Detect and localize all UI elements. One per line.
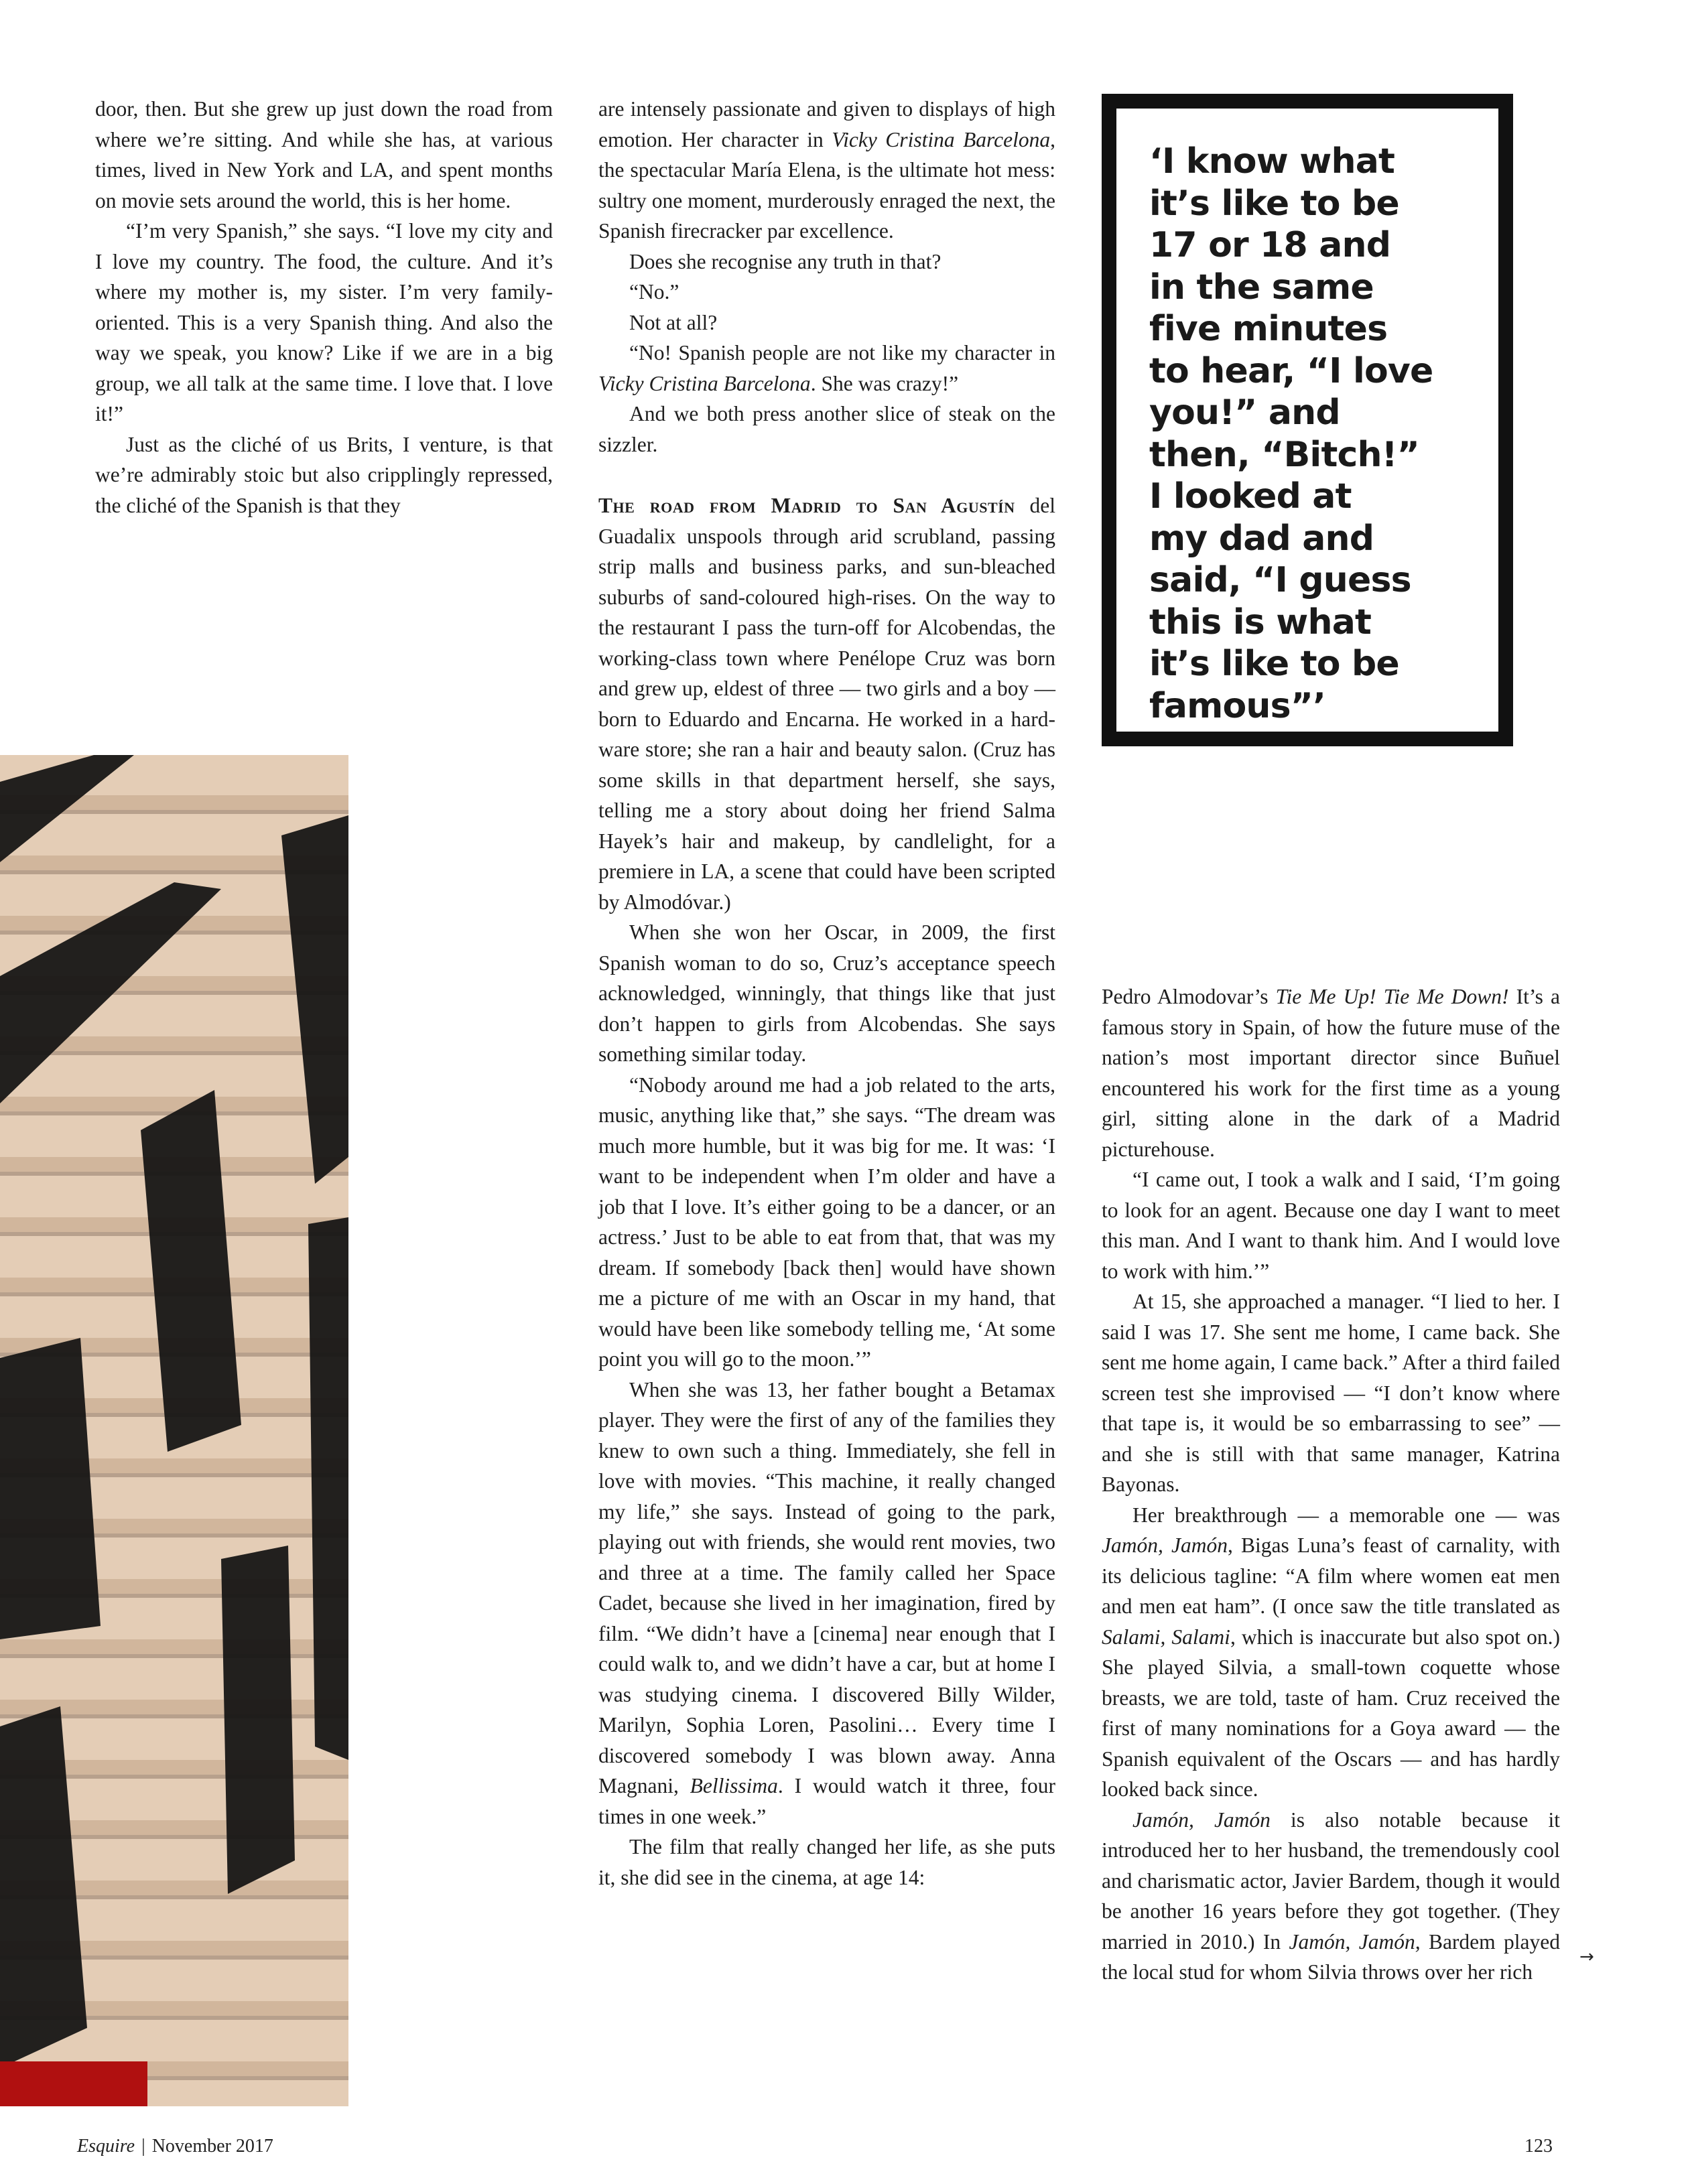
paragraph: “No.” (629, 280, 679, 303)
paragraph: When she was 13, her father bought a Betamax player. They were the first of any of the families they knew to own such a thing. Immediately, she fell in love with movies. “This machine, it really changed my life,” she says. Instead of going to the park, playing out with friends, she would rent movies, two and three at a time. The family called her Space Cadet, because she lived in her imagination, fired by film. “We didn’t have a [cinema] near enough that I could walk to, and we didn’t have a car, but at home I was studying cinema. I discovered Billy Wilder, Marilyn, Sophia Loren, Pasolini… Every time I discovered somebody I was blown away. Anna Magnani, Bellissima. I would watch it three, four times in one week.” (598, 1377, 1055, 1828)
paragraph: “I came out, I took a walk and I said, ‘I’m going to look for an agent. Because one day I want to meet this man. And I want to thank him. And I would love to work with him.’” (1102, 1168, 1560, 1283)
article-column-2 (598, 94, 1055, 1893)
pull-quote-text: ‘I know what it’s like to be 17 or 18 and in the same five minutes to hear, “I love you!” and then, “Bitch!” I looked at my dad and said, “I guess this is what it’s like to be famous”’ (1149, 141, 1433, 726)
paragraph: “No! Spanish people are not like my character in Vicky Cristina Barcelona. She was crazy!” (598, 341, 1055, 395)
paragraph: When she won her Oscar, in 2009, the first Spanish woman to do so, Cruz’s acceptance speech acknowledged, winningly, that things like that just don’t happen to girls from Alcobendas. She says something similar today. (598, 920, 1055, 1066)
photo-graphic (0, 755, 348, 2106)
pull-quote-box (1102, 94, 1513, 746)
photo-slat (0, 1097, 348, 1111)
paragraph: “I’m very Spanish,” she says. “I love my city and I love my country. The food, the culture. And it’s where my mother is, my sister. I’m very family-oriented. This is a very Spanish thing. And also the way we speak, you know? Like if we are in a big group, we all talk at the same time. I love that. I love it!” (95, 219, 553, 425)
paragraph: are intensely passionate and given to displays of high emotion. Her character in Vicky Cristina Barcelona, the spectacular María Elena, is the ultimate hot mess: sultry one moment, murderously enraged the next, the Spanish firecracker par excellence. (598, 97, 1055, 243)
paragraph: Not at all? (629, 310, 718, 334)
paragraph: Jamón, Jamón is also notable because it introduced her to her husband, the tremendously cool and charismatic actor, Javier Bardem, though it would be another 16 years before they got together. (They married in 2010.) In Jamón, Jamón, Bardem played the local stud for whom Silvia throws over her rich (1102, 1807, 1560, 1984)
paragraph: “Nobody around me had a job related to the arts, music, anything like that,” she says. “The dream was much more humble, but it was big for me. It was: ‘I want to be independent when I’m older and have a job that I love. It’s either going to be a dancer, or an actress.’ Just to be able to eat from that, that was my dream. If somebody [back then] would have shown me a picture of me with an Oscar in my hand, that would have been like somebody telling me, ‘At some point you will go to the moon.’” (598, 1073, 1055, 1371)
page-footer (77, 2135, 273, 2158)
photo-stripe (308, 1217, 348, 1760)
paragraph: Does she recognise any truth in that? (629, 249, 942, 273)
section-opening-paragraph: The road from Madrid to San Agustín del Guadalix unspools through arid scrubland, passing strip malls and business parks, and sun-bleached suburbs of sand-coloured high-rises. On the way to the restaurant I pass the turn-off for Alcobendas, the working-class town where Penélope Cruz was born and grew up, eldest of three — two girls and a boy — born to Eduardo and Encarna. He worked in a hardware store; she ran a hair and beauty salon. (Cruz has some skills in that department herself, she says, telling me a story about doing her friend Salma Hayek’s hair and makeup, by candlelight, for a premiere in LA, a scene that could have been scripted by Almodóvar.) (598, 494, 1055, 914)
paragraph: And we both press another slice of steak on the sizzler. (598, 402, 1055, 456)
photo-slat (0, 1639, 348, 1654)
article-photo (0, 755, 348, 2106)
paragraph: The film that really changed her life, as she puts it, she did see in the cinema, at age 14: (598, 1835, 1055, 1889)
paragraph: Her breakthrough — a memorable one — was Jamón, Jamón, Bigas Luna’s feast of carnality, with its delicious tagline: “A film where women eat men and men eat ham”. (I once saw the title translated as Salami, Salami, which is inaccurate but also spot on.) She played Silvia, a small-town coquette whose breasts, we are told, taste of ham. Cruz received the first of many nominations for a Goya award — the Spanish equivalent of the Oscars — and has hardly looked back since. (1102, 1503, 1560, 1801)
paragraph: Just as the cliché of us Brits, I venture, is that we’re admirably stoic but also cripplingly repressed, the cliché of the Spanish is that they (95, 432, 553, 517)
paragraph: Pedro Almodovar’s Tie Me Up! Tie Me Down! It’s a famous story in Spain, of how the future muse of the nation’s most important director since Buñuel encountered his work for the first time as a young girl, sitting alone in the dark of a Madrid picturehouse. (1102, 985, 1561, 1161)
article-column-3 (1102, 981, 1560, 1988)
continue-arrow-icon: → (1579, 1947, 1594, 1967)
section-lead-in: The road from Madrid to San Agustín (598, 494, 1015, 517)
article-column-1 (95, 94, 553, 521)
photo-red-accent (0, 2061, 147, 2106)
paragraph: door, then. But she grew up just down the road from where we’re sitting. And while she has, at various times, lived in New York and LA, and spent months on movie sets around the world, this is her home. (95, 97, 553, 212)
photo-slat-shadow (0, 1654, 348, 1658)
page-number: 123 (1525, 2136, 1553, 2157)
paragraph: At 15, she approached a manager. “I lied to her. I said I was 17. She sent me home, I came back. She sent me home again, I came back.” After a third failed screen test she improvised — “I don’t know where that tape is, it would be so embarrassing to see” — and she is still with that same manager, Katrina Bayonas. (1102, 1290, 1560, 1496)
photo-stripe (221, 1546, 295, 1894)
issue-date: November 2017 (151, 2136, 273, 2157)
magazine-name: Esquire (77, 2136, 135, 2157)
footer-separator: | (141, 2136, 145, 2157)
